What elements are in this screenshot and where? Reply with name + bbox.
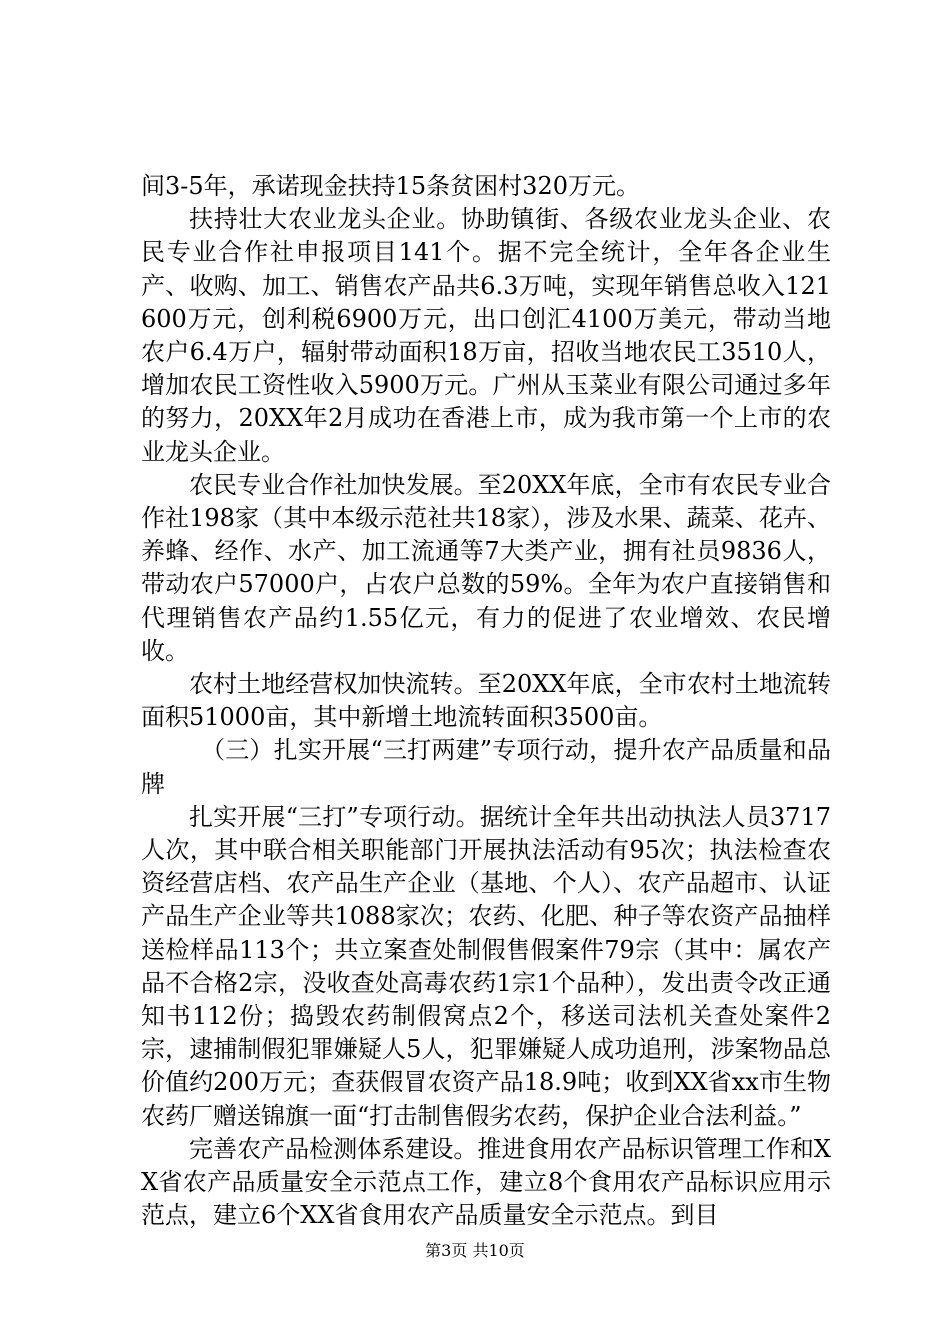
document-body [141, 170, 831, 1233]
paragraph-cooperatives: 农民专业合作社加快发展。至20XX年底，全市有农民专业合作社198家（其中本级示范社共18家），涉及水果、蔬菜、花卉、养蜂、经作、水产、加工流通等7大类产业，拥有社员9836人，带动农户57000户，占农户总数的59%。全年为农户直接销售和代理销售农产品约1.55亿元，有力的促进了农业增效、农民增收。 [141, 470, 831, 665]
paragraph-continuation: 间3-5年，承诺现金扶持15条贫困村320万元。 [141, 172, 640, 200]
paragraph-land-transfer: 农村土地经营权加快流转。至20XX年底，全市农村土地流转面积51000亩，其中新增土地流转面积3500亩。 [141, 670, 831, 732]
section-heading: （三）扎实开展“三打两建”专项行动，提升农产品质量和品牌 [141, 736, 831, 798]
paragraph-enforcement: 扎实开展“三打”专项行动。据统计全年共出动执法人员3717人次，其中联合相关职能部门开展执法活动有95次；执法检查农资经营店档、农产品生产企业（基地、个人）、农产品超市、认证产品生产企业等共1088家次；农药、化肥、种子等农资产品抽样送检样品113个；共立案查处制假售假案件79宗（其中：属农产品不合格2宗，没收查处高毒农药1宗1个品种），发出责令改正通知书112份；捣毁农药制假窝点2个，移送司法机关查处案件2宗，逮捕制假犯罪嫌疑人5人，犯罪嫌疑人成功追刑，涉案物品总价值约200万元；查获假冒农资产品18.9吨；收到XX省xx市生物农药厂赠送锦旗一面“打击制售假劣农药，保护企业合法利益。” [141, 802, 831, 1130]
paragraph-inspection-system: 完善农产品检测体系建设。推进食用农产品标识管理工作和XX省农产品质量安全示范点工作，建立8个食用农产品标识应用示范点，建立6个XX省食用农产品质量安全示范点。到目 [141, 1134, 831, 1230]
page-footer: 第3页 共10页 [425, 1241, 525, 1260]
paragraph-leading-enterprises: 扶持壮大农业龙头企业。协助镇街、各级农业龙头企业、农民专业合作社申报项目141个。据不完全统计，全年各企业生产、收购、加工、销售农产品共6.3万吨，实现年销售总收入121600万元，创利税6900万元，出口创汇4100万美元，带动当地农户6.4万户，辐射带动面积18万亩，招收当地农民工3510人，增加农民工资性收入5900万元。广州从玉菜业有限公司通过多年的努力，20XX年2月成功在香港上市，成为我市第一个上市的农业龙头企业。 [141, 205, 831, 466]
